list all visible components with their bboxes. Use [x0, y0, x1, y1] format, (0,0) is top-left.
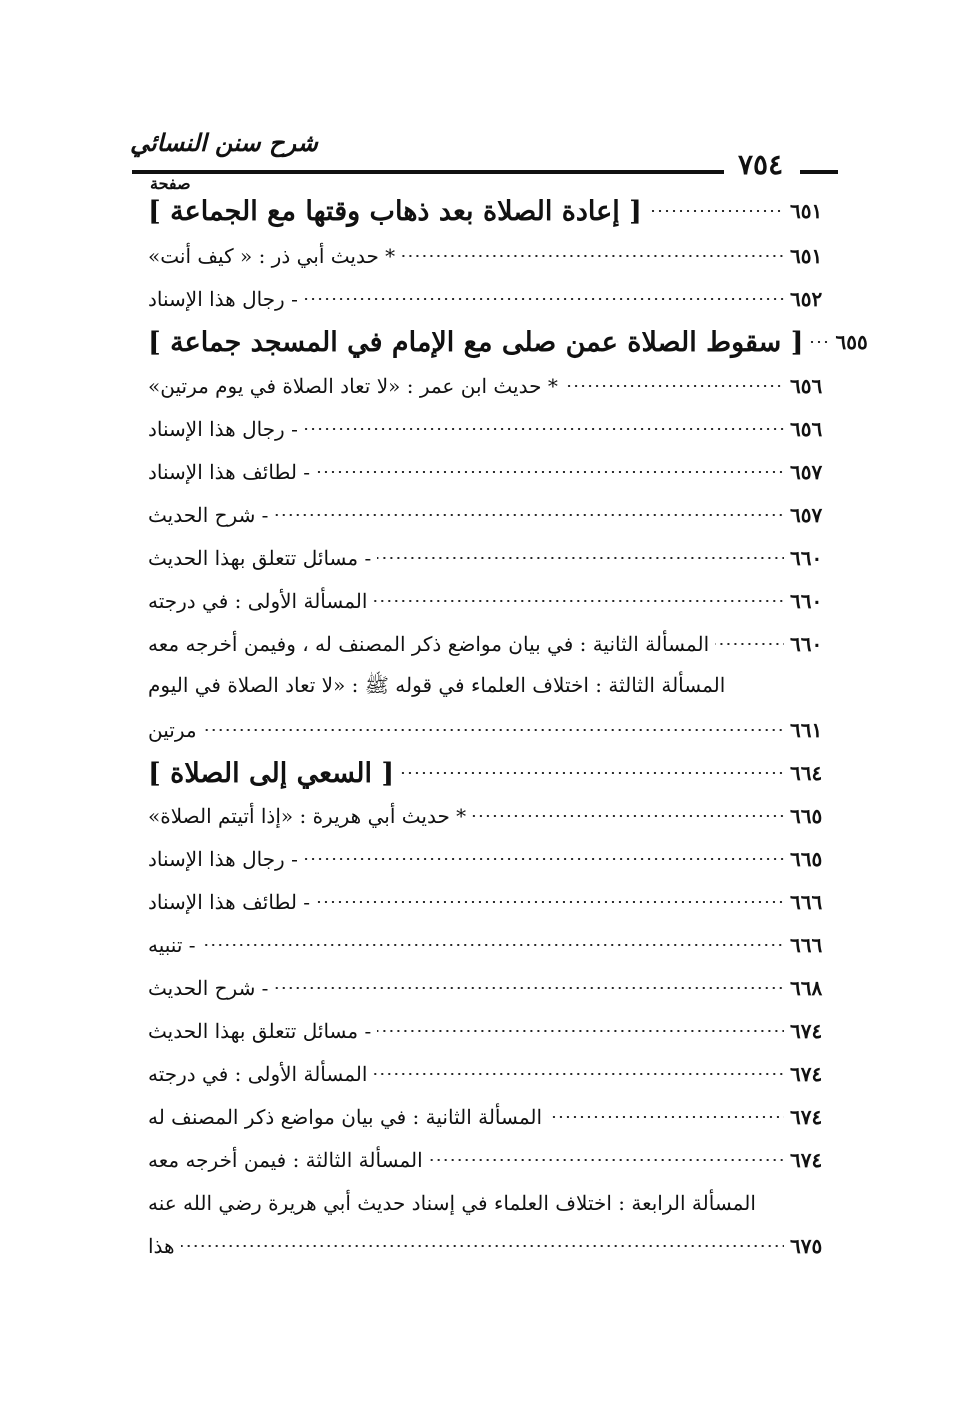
dot-leader [377, 557, 784, 559]
toc-page-number: ٦٦٥ [790, 847, 823, 871]
toc-entry-text: - مسائل تتعلق بهذا الحديث [148, 546, 372, 570]
toc-entry [140, 1010, 840, 1052]
toc-page-number: ٦٥٢ [790, 287, 823, 311]
toc-entry-text: - رجال هذا الإسناد [148, 287, 298, 311]
toc-entry [140, 235, 840, 277]
toc-entry [140, 709, 840, 751]
toc-entry-text: - شرح الحديث [148, 976, 269, 1000]
toc-section-title: [ إعادة الصلاة بعد ذهاب وقتها مع الجماعة ] [148, 195, 642, 227]
toc-entry [140, 838, 840, 880]
toc-entry-text: * حديث أبي هريرة : «إذا أتيتم الصلاة» [148, 804, 467, 828]
book-title: شرح سنن النسائي [130, 128, 318, 157]
dot-leader [429, 1159, 784, 1161]
toc-entry [140, 321, 868, 363]
toc-entry-text: المسألة الثانية : في بيان مواضع ذكر المصنف له ، وفيمن أخرجه معه [148, 632, 710, 656]
toc-entry-text: - تنبيه [148, 933, 196, 957]
toc-entry-text: - مسائل تتعلق بهذا الحديث [148, 1019, 372, 1043]
dot-leader [373, 1073, 784, 1075]
dot-leader [202, 944, 784, 946]
toc-entry-text: المسألة الثالثة : فيمن أخرجه معه [148, 1148, 423, 1172]
toc-entry-text: مرتين [148, 718, 197, 742]
toc-page-number: ٦٥٥ [835, 330, 868, 354]
toc-entry-text: المسألة الأولى : في درجته [148, 589, 368, 613]
toc-entry [140, 494, 840, 536]
dot-leader [203, 729, 784, 731]
toc-page-number: ٦٧٤ [790, 1019, 823, 1043]
toc-entry [140, 408, 840, 450]
toc-page-number: ٦٥٦ [790, 417, 823, 441]
toc-page-number: ٦٦٨ [790, 976, 823, 1000]
toc-page-number: ٦٧٤ [790, 1148, 823, 1172]
dot-leader [181, 1245, 784, 1247]
toc-page-number: ٦٥١ [790, 199, 823, 223]
toc-page-number: ٦٧٤ [790, 1062, 823, 1086]
toc-entry [140, 1096, 840, 1138]
dot-leader [401, 255, 784, 257]
toc-page-number: ٦٦١ [790, 718, 823, 742]
toc-entry-text: المسألة الثالثة : اختلاف العلماء في قوله ﷺ : «لا تعاد الصلاة في اليوم [148, 672, 726, 697]
dot-leader [274, 514, 784, 516]
toc-entry-text: - لطائف هذا الإسناد [148, 890, 311, 914]
toc-page-number: ٦٥٧ [790, 503, 823, 527]
toc-entry [140, 1182, 840, 1224]
toc-page-number: ٦٦٠ [790, 546, 823, 570]
toc-page-number: ٦٦٦ [790, 933, 823, 957]
dot-leader [472, 815, 784, 817]
toc-entry [140, 967, 840, 1009]
toc-entry [140, 537, 840, 579]
toc-page-number: ٦٦٤ [790, 761, 823, 785]
page-column-label: صفحة [150, 174, 191, 193]
toc-entry [140, 365, 840, 407]
dot-leader [400, 772, 784, 774]
toc-entry-text: - رجال هذا الإسناد [148, 847, 298, 871]
toc-page-number: ٦٥٦ [790, 374, 823, 398]
toc-entry [140, 580, 840, 622]
toc-page-number: ٦٦٥ [790, 804, 823, 828]
dot-leader [316, 901, 784, 903]
toc-entry [140, 451, 840, 493]
dot-leader [373, 600, 784, 602]
toc-entry-text: * حديث ابن عمر : «لا تعاد الصلاة في يوم مرتين» [148, 374, 558, 398]
toc-page-number: ٦٦٦ [790, 890, 823, 914]
toc-entry [140, 881, 840, 923]
toc-entry [140, 795, 840, 837]
dot-leader [715, 643, 784, 645]
dot-leader [648, 210, 784, 212]
toc-section-title: [ السعي إلى الصلاة ] [148, 757, 395, 789]
toc-entry [140, 1139, 840, 1181]
toc-entry-text: هذا [148, 1234, 175, 1258]
dot-leader [548, 1116, 784, 1118]
toc-entry-text: المسألة الرابعة : اختلاف العلماء في إسناد حديث أبي هريرة رضي الله عنه [148, 1191, 756, 1215]
toc-entry [140, 924, 840, 966]
dot-leader [274, 987, 784, 989]
toc-entry [140, 666, 840, 708]
dot-leader [304, 298, 784, 300]
toc-page-number: ٦٥١ [790, 244, 823, 268]
toc-page-number: ٦٥٧ [790, 460, 823, 484]
dot-leader [316, 471, 784, 473]
toc-entry-text: - لطائف هذا الإسناد [148, 460, 311, 484]
toc-page-number: ٦٧٥ [790, 1234, 823, 1258]
toc-entry [140, 1053, 840, 1095]
header-rule-short [800, 170, 838, 174]
toc-entry-text: المسألة الثانية : في بيان مواضع ذكر المصنف له [148, 1105, 543, 1129]
toc-page-number: ٦٧٤ [790, 1105, 823, 1129]
toc-entry-text: * حديث أبي ذر : « كيف أنت» [148, 244, 396, 268]
toc-entry-text: المسألة الأولى : في درجته [148, 1062, 368, 1086]
toc-entry [140, 752, 840, 794]
toc-entry-text: - رجال هذا الإسناد [148, 417, 298, 441]
toc-entry-text: - شرح الحديث [148, 503, 269, 527]
header-rule [132, 170, 724, 174]
page-header [0, 0, 980, 193]
toc-page-number: ٦٦٠ [790, 632, 823, 656]
toc-entry [140, 278, 840, 320]
toc-entry [140, 190, 840, 232]
toc-page-number: ٦٦٠ [790, 589, 823, 613]
dot-leader [377, 1030, 784, 1032]
dot-leader [304, 428, 784, 430]
toc-entry [140, 1225, 840, 1267]
toc-section-title: [ سقوط الصلاة عمن صلى مع الإمام في المسجد جماعة ] [148, 326, 804, 358]
dot-leader [304, 858, 784, 860]
toc-entry [140, 623, 840, 665]
page-number: ٧٥٤ [738, 148, 784, 181]
dot-leader [564, 385, 784, 387]
dot-leader [809, 341, 829, 343]
